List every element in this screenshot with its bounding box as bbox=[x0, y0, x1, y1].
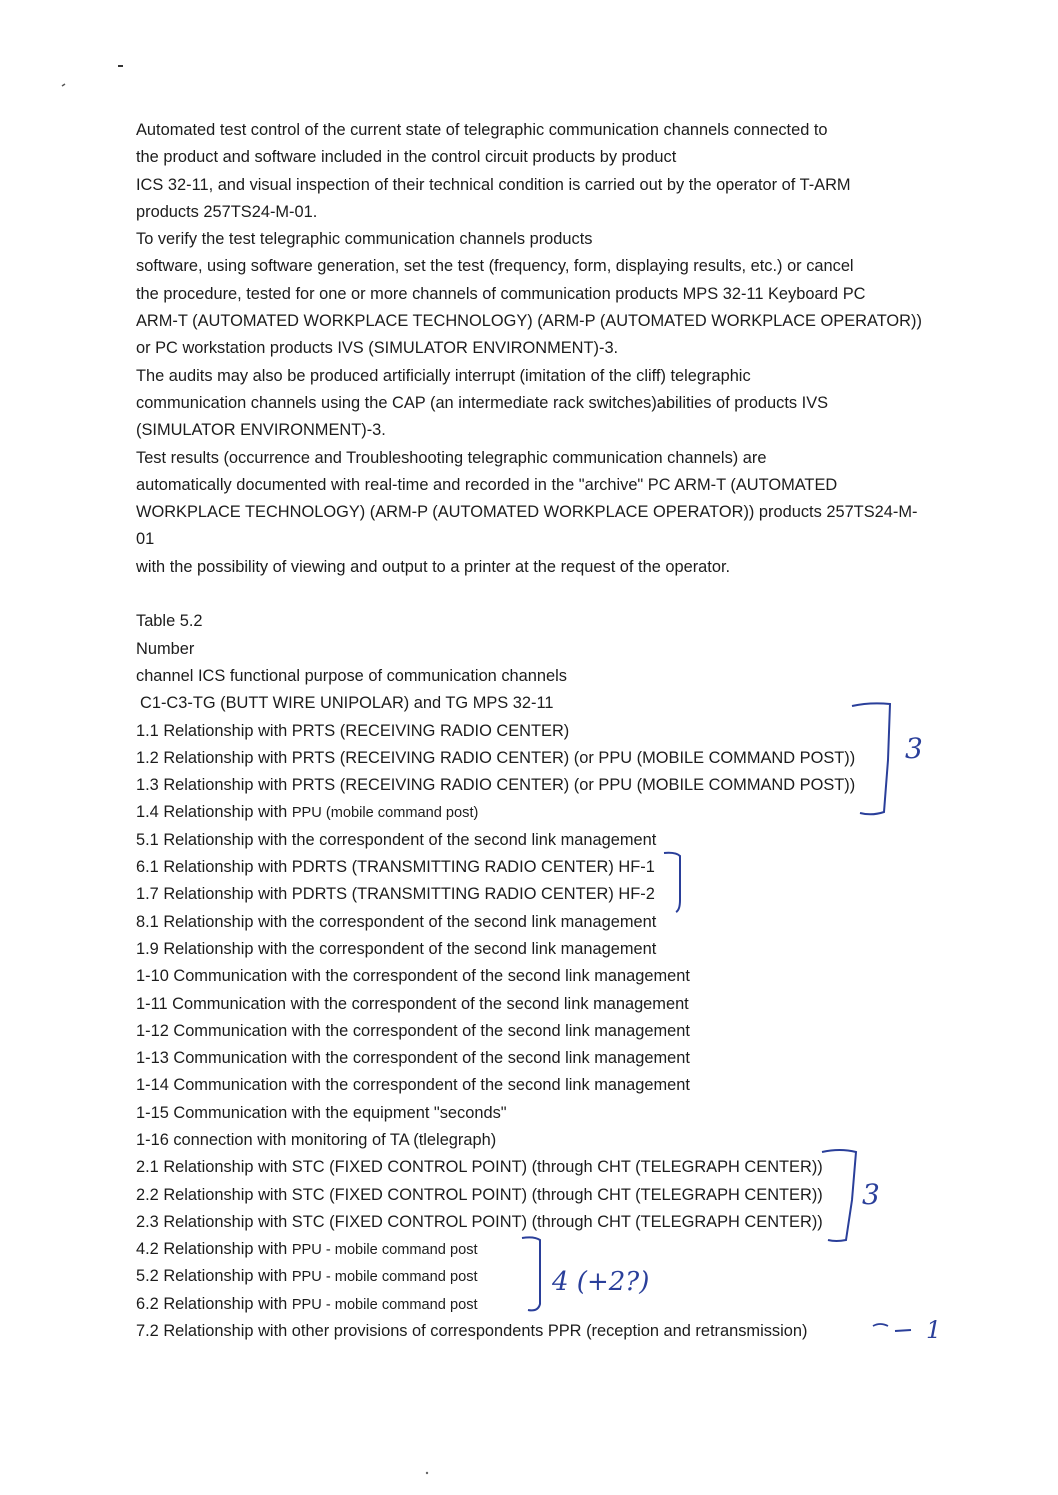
table-row: 1.1 Relationship with PRTS (RECEIVING RADIO CENTER) bbox=[136, 721, 570, 740]
paragraph-line: Automated test control of the current state of telegraphic communication channels connected to bbox=[136, 121, 828, 139]
table-row: 2.3 Relationship with STC (FIXED CONTROL POINT) (through CHT (TELEGRAPH CENTER)) bbox=[136, 1212, 823, 1231]
document-body bbox=[136, 117, 956, 1345]
table-row-text: 6.2 Relationship with bbox=[136, 1294, 292, 1313]
handwritten-note: 1 bbox=[926, 1316, 942, 1344]
paragraph-line: with the possibility of viewing and output to a printer at the request of the operator. bbox=[136, 557, 731, 576]
table-row: 1.3 Relationship with PRTS (RECEIVING RADIO CENTER) (or PPU (MOBILE COMMAND POST)) bbox=[136, 776, 856, 795]
table-subheader: C1-C3-TG (BUTT WIRE UNIPOLAR) and TG MPS 32-11 bbox=[140, 694, 554, 713]
table-row: 6.1 Relationship with PDRTS (TRANSMITTING RADIO CENTER) HF-1 bbox=[136, 858, 655, 877]
paragraph-line: (SIMULATOR ENVIRONMENT)-3. bbox=[136, 421, 386, 440]
paragraph-line: the procedure, tested for one or more channels of communication products MPS 32-11 Keyboard PC bbox=[136, 284, 866, 303]
table-row: 1.7 Relationship with PDRTS (TRANSMITTING RADIO CENTER) HF-2 bbox=[136, 885, 655, 904]
table-row-text: 5.2 Relationship with bbox=[136, 1267, 292, 1286]
table-row: 1.9 Relationship with the correspondent of the second link management bbox=[136, 939, 657, 958]
handwritten-note: 3 bbox=[905, 732, 923, 765]
paragraph-line: Test results (occurrence and Troubleshooting telegraphic communication channels) are bbox=[136, 448, 767, 467]
table-row: 5.1 Relationship with the correspondent of the second link management bbox=[136, 830, 657, 849]
paragraph-line: communication channels using the CAP (an intermediate rack switches)abilities of products IVS bbox=[136, 393, 829, 412]
table-row: 1-12 Communication with the correspondent of the second link management bbox=[136, 1021, 690, 1040]
table-row-small-text: PPU (mobile command post) bbox=[291, 805, 479, 822]
paragraph-line: the product and software included in the control circuit products by product bbox=[136, 148, 677, 167]
table-row bbox=[136, 799, 956, 826]
table-row-small-text: PPU - mobile command post bbox=[291, 1242, 478, 1259]
paragraph-line: automatically documented with real-time and recorded in the "archive" PC ARM-T (AUTOMATED bbox=[136, 475, 838, 494]
table-row: 2.2 Relationship with STC (FIXED CONTROL POINT) (through CHT (TELEGRAPH CENTER)) bbox=[136, 1185, 823, 1204]
paragraph-line: The audits may also be produced artificially interrupt (imitation of the cliff) telegraphic bbox=[136, 366, 751, 385]
scan-speck bbox=[62, 84, 65, 86]
table-row: 7.2 Relationship with other provisions of correspondents PPR (reception and retransmission) bbox=[136, 1322, 808, 1341]
table-row: 1-10 Communication with the correspondent of the second link management bbox=[136, 967, 690, 986]
table-row bbox=[136, 1291, 956, 1318]
table-row: 8.1 Relationship with the correspondent of the second link management bbox=[136, 912, 657, 931]
table-row: 2.1 Relationship with STC (FIXED CONTROL POINT) (through CHT (TELEGRAPH CENTER)) bbox=[136, 1158, 823, 1177]
scan-speck bbox=[426, 1472, 428, 1474]
blank-line bbox=[136, 581, 956, 608]
paragraph-line: WORKPLACE TECHNOLOGY) (ARM-P (AUTOMATED WORKPLACE OPERATOR)) products 257TS24-M- bbox=[136, 503, 918, 522]
paragraph-line: products 257TS24-M-01. bbox=[136, 202, 318, 221]
handwritten-note: 3 bbox=[862, 1178, 880, 1211]
paragraph-line: ARM-T (AUTOMATED WORKPLACE TECHNOLOGY) (ARM-P (AUTOMATED WORKPLACE OPERATOR)) bbox=[136, 312, 922, 331]
table-row bbox=[136, 1236, 956, 1263]
table-row: 1-15 Communication with the equipment "seconds" bbox=[136, 1103, 507, 1122]
table-row-small-text: PPU - mobile command post bbox=[291, 1296, 478, 1313]
table-header-number: Number bbox=[136, 639, 195, 658]
table-row: 1-14 Communication with the correspondent of the second link management bbox=[136, 1076, 690, 1095]
table-caption: Table 5.2 bbox=[136, 612, 203, 631]
paragraph-line: or PC workstation products IVS (SIMULATOR ENVIRONMENT)-3. bbox=[136, 339, 619, 358]
paragraph-line: To verify the test telegraphic communication channels products bbox=[136, 230, 593, 249]
table-row: 1-16 connection with monitoring of TA (tlelegraph) bbox=[136, 1130, 497, 1149]
table-row: 1-11 Communication with the correspondent of the second link management bbox=[136, 994, 689, 1013]
table-row-text: 4.2 Relationship with bbox=[136, 1240, 292, 1259]
table-row-text: 1.4 Relationship with bbox=[136, 803, 292, 822]
paragraph-line: 01 bbox=[136, 530, 155, 549]
table-row bbox=[136, 1263, 956, 1290]
table-row: 1.2 Relationship with PRTS (RECEIVING RADIO CENTER) (or PPU (MOBILE COMMAND POST)) bbox=[136, 748, 856, 767]
table-header-purpose: channel ICS functional purpose of communication channels bbox=[136, 666, 567, 685]
table-row-small-text: PPU - mobile command post bbox=[291, 1269, 478, 1286]
handwritten-note: 4 (+2?) bbox=[552, 1267, 650, 1297]
paragraph-line: software, using software generation, set the test (frequency, form, displaying results, etc.) or cancel bbox=[136, 257, 854, 276]
table-row: 1-13 Communication with the correspondent of the second link management bbox=[136, 1049, 690, 1068]
paragraph-line: ICS 32-11, and visual inspection of their technical condition is carried out by the operator of T-ARM bbox=[136, 175, 851, 194]
